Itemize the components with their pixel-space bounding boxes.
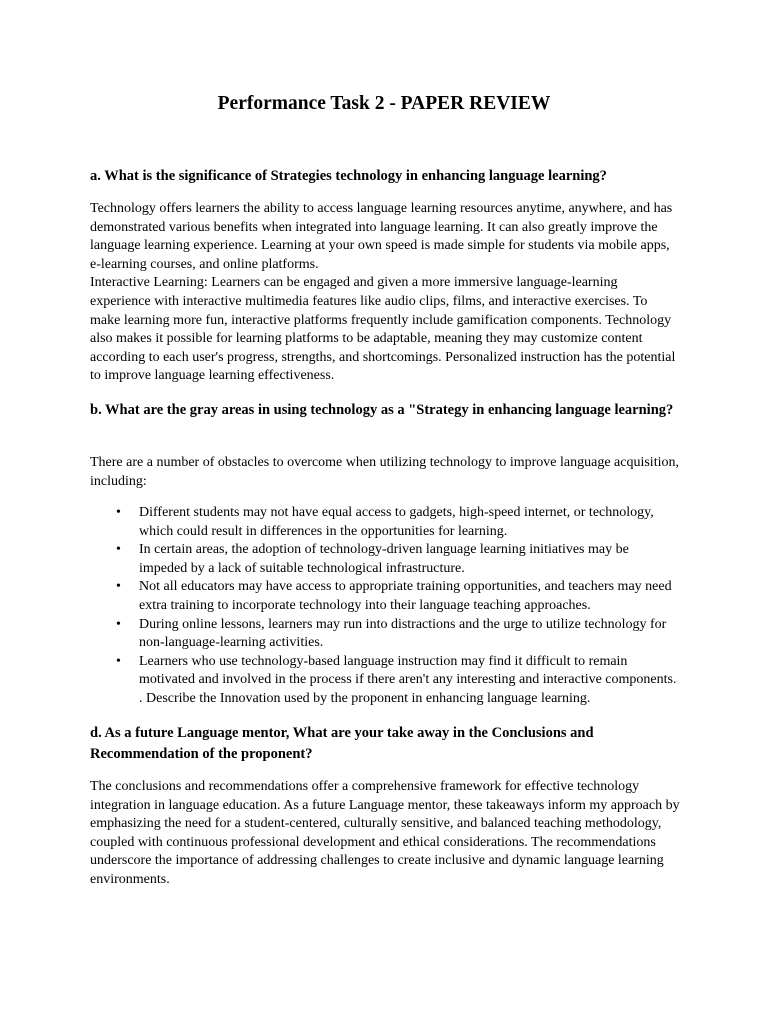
list-item: • Not all educators may have access to appropriate training opportunities, and teachers may need extra training to incorporate technology into their language teaching approaches. (116, 579, 672, 613)
section-a-question: a. What is the significance of Strategies technology in enhancing language learning? (90, 168, 607, 184)
document-title: Performance Task 2 - PAPER REVIEW (217, 93, 551, 114)
bullet-icon: • (116, 542, 121, 558)
list-item: • In certain areas, the adoption of technology-driven language learning initiatives may be impeded by a lack of suitable technological infrastructure. (116, 542, 629, 576)
gray-areas-list (90, 504, 680, 690)
section-d-body (90, 778, 680, 890)
bullet-icon: • (116, 653, 121, 669)
section-a-paragraph-1: Technology offers learners the ability to access language learning resources anytime, anywhere, and has demonstrated various benefits when integrated into language learning. It can also greatly improve the language learning experience. Learning at your own speed is made simple for students via mobile apps, e-learning courses, and online platforms. (90, 201, 673, 272)
list-item: • During online lessons, learners may run into distractions and the urge to utilize technology for non-language-learning activities. (116, 616, 667, 651)
section-d (90, 723, 680, 765)
section-b-question: b. What are the gray areas in using technology as a "Strategy in enhancing language learning? (90, 402, 674, 418)
bullet-icon: • (116, 505, 121, 520)
section-b-intro-block (90, 454, 680, 491)
section-d-paragraph: The conclusions and recommendations offer a comprehensive framework for effective technology integration in language education. As a future Language mentor, these takeaways inform my approach by emphasizing the need for a student-centered, culturally sensitive, and balanced teaching methodology, coupled with continuous professional development and ethical considerations. The recommendations underscore the importance of addressing challenges to create inclusive and dynamic language learning environments. (90, 779, 680, 887)
section-a (90, 166, 680, 187)
section-a-body (90, 200, 680, 386)
bullet-icon: • (116, 616, 121, 632)
section-c-question-fragment: . Describe the Innovation used by the proponent in enhancing language learning. (139, 690, 591, 706)
bullet-icon: • (116, 579, 121, 595)
section-b (90, 400, 680, 421)
section-b-list-block (90, 504, 680, 709)
list-item: • Learners who use technology-based language instruction may find it difficult to remain motivated and involved in the process if there aren't any interesting and interactive components. (116, 653, 677, 688)
section-d-question: d. As a future Language mentor, What are your take away in the Conclusions and Recommendation of the proponent? (90, 725, 594, 762)
section-a-paragraph-2: Interactive Learning: Learners can be engaged and given a more immersive language-learning experience with interactive multimedia features like audio clips, films, and interactive exercises. To make learning more fun, interactive platforms frequently include gamification components. Technology also makes it possible for learning platforms to be adaptable, meaning they may customize content according to each user's progress, strengths, and shortcomings. Personalized instruction has the potential to improve language learning effectiveness. (90, 275, 676, 384)
section-b-intro: There are a number of obstacles to overcome when utilizing technology to improve language acquisition, including: (90, 455, 679, 489)
list-item: • Different students may not have equal access to gadgets, high-speed internet, or technology, which could result in differences in the opportunities for learning. (116, 505, 654, 539)
